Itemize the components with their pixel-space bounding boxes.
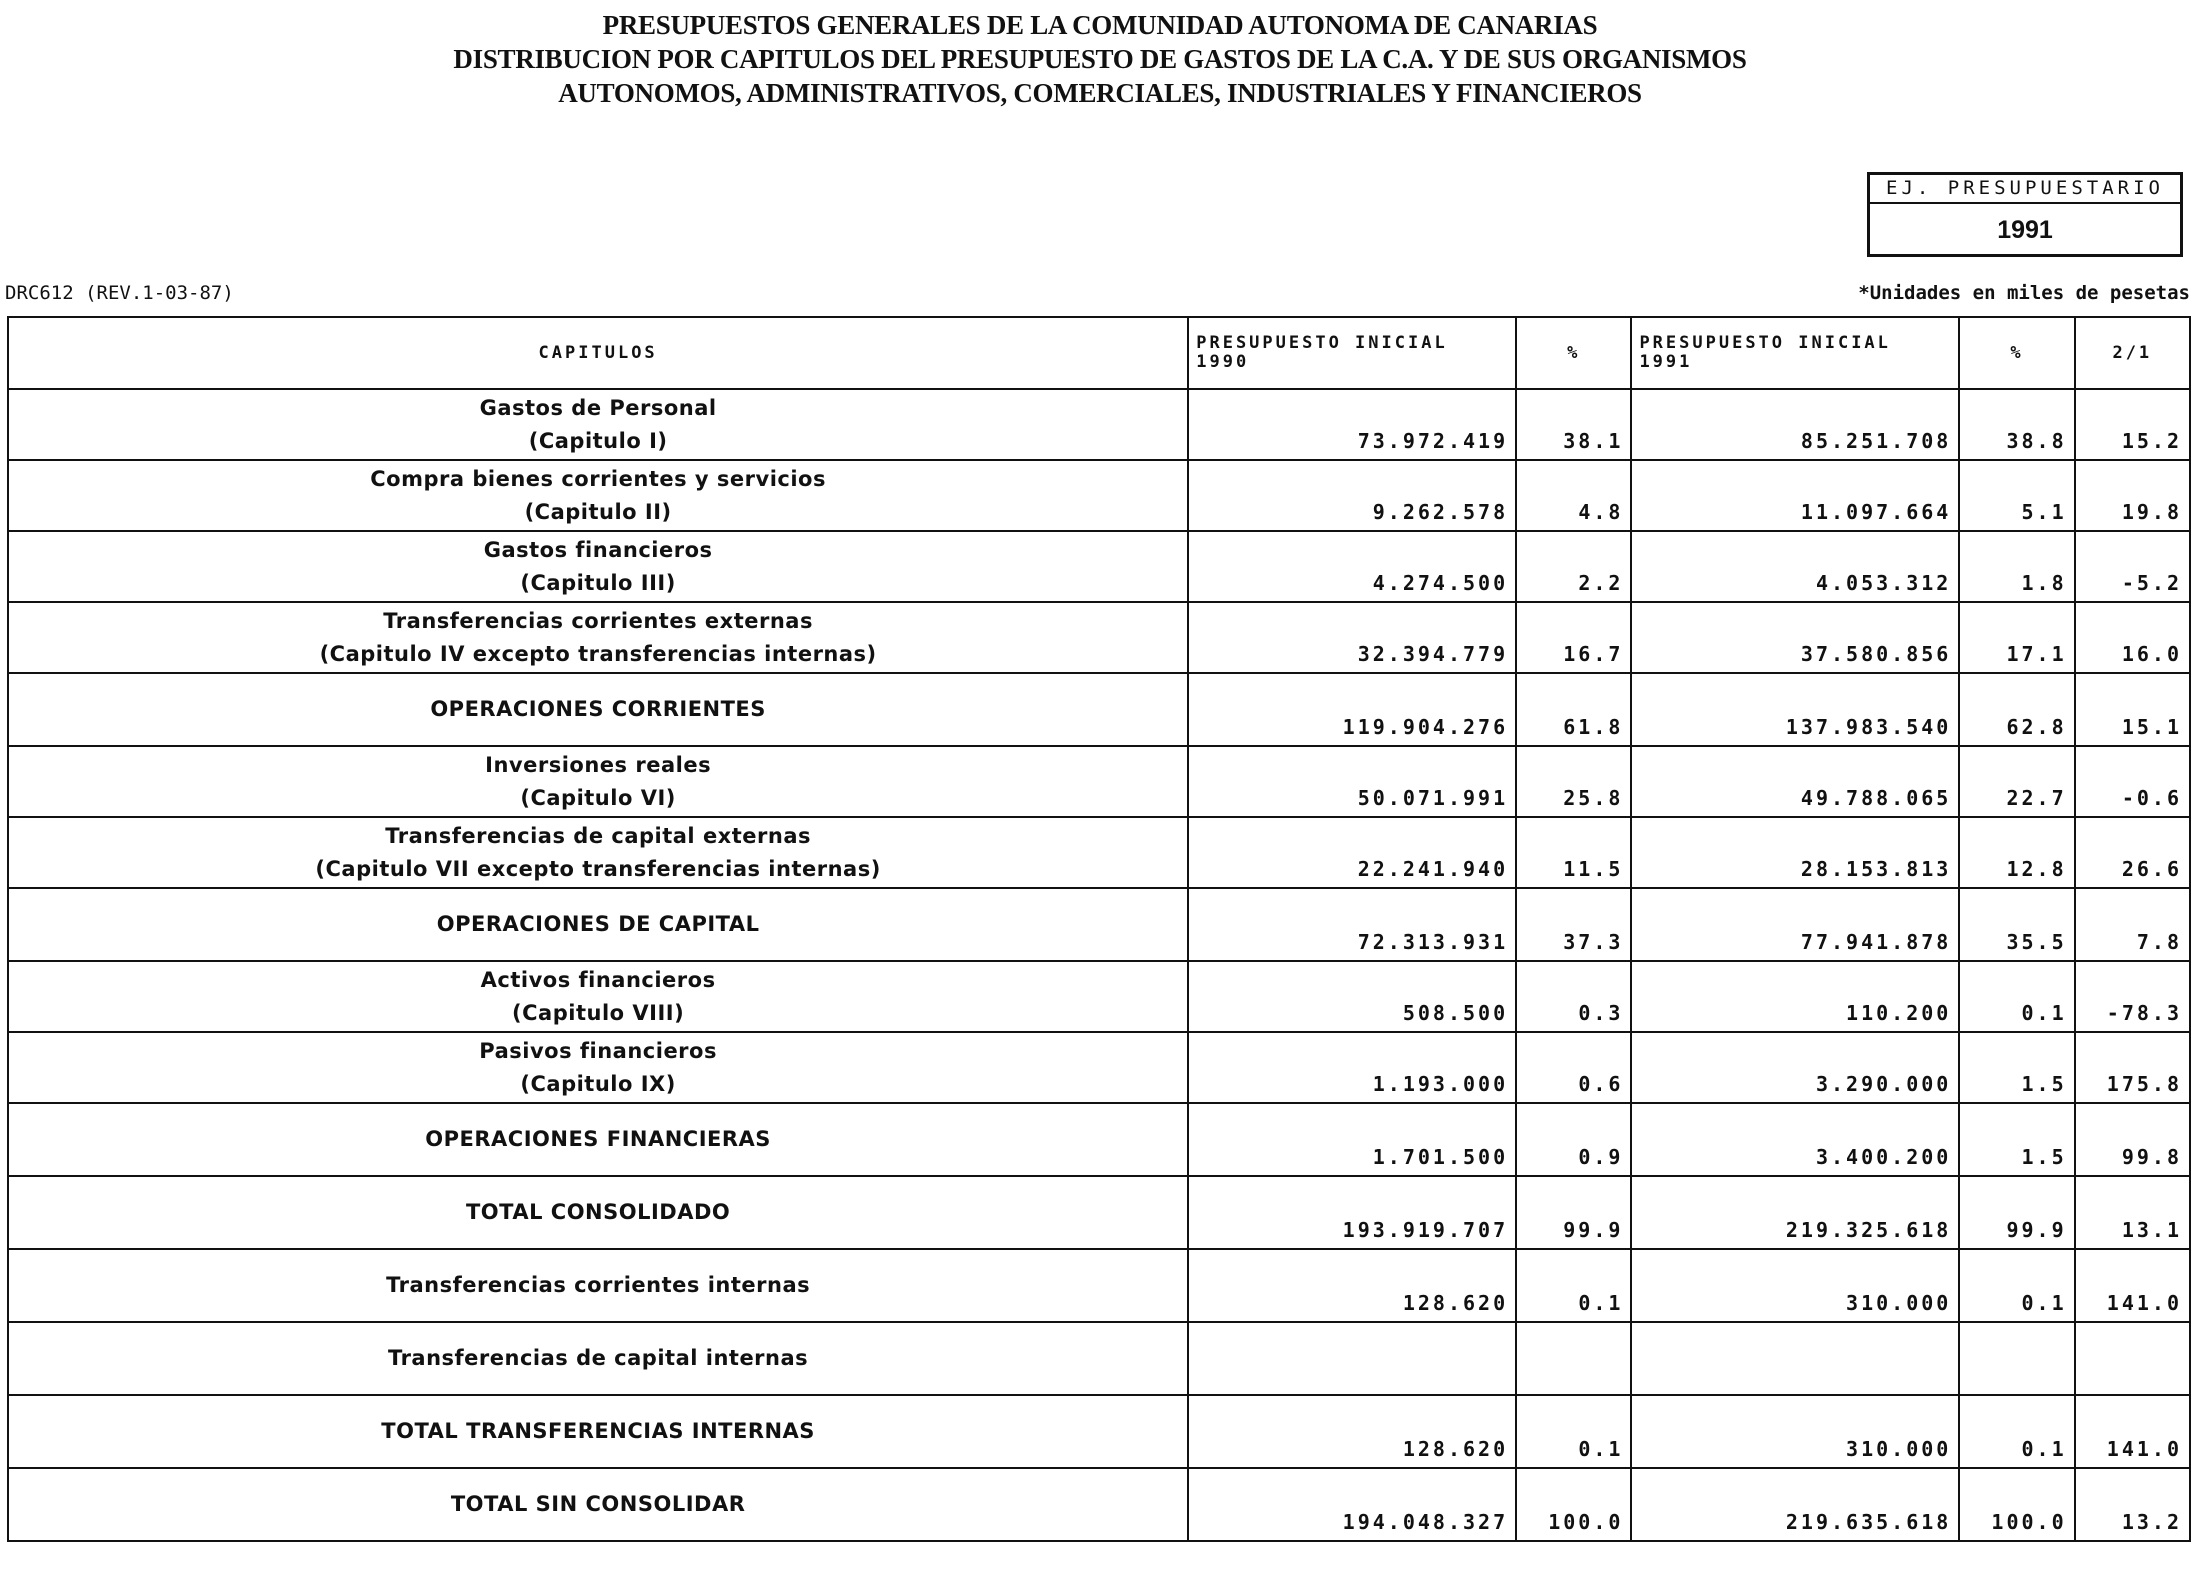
header-capitulos: CAPITULOS — [8, 317, 1188, 389]
cell-pct-1990: 0.6 — [1516, 1032, 1631, 1103]
cell-pct-1990: 0.3 — [1516, 961, 1631, 1032]
cell-ratio: -5.2 — [2075, 531, 2190, 602]
fiscal-year-box — [1867, 172, 2183, 257]
cell-pct-1990: 0.1 — [1516, 1249, 1631, 1322]
cell-budget-1991: 11.097.664 — [1631, 460, 1959, 531]
cell-budget-1990: 1.193.000 — [1188, 1032, 1516, 1103]
capitulo-sublabel: (Capitulo VI) — [520, 785, 676, 810]
cell-budget-1990: 128.620 — [1188, 1249, 1516, 1322]
cell-capitulo — [8, 673, 1188, 746]
form-code: DRC612 (REV.1-03-87) — [5, 282, 234, 304]
cell-budget-1991: 4.053.312 — [1631, 531, 1959, 602]
cell-pct-1990: 0.1 — [1516, 1395, 1631, 1468]
table-row — [8, 673, 2190, 746]
cell-budget-1990: 119.904.276 — [1188, 673, 1516, 746]
cell-budget-1991: 77.941.878 — [1631, 888, 1959, 961]
cell-pct-1990: 99.9 — [1516, 1176, 1631, 1249]
header-budget-1991: PRESUPUESTO INICIAL 1991 — [1631, 317, 1959, 389]
cell-pct-1991: 22.7 — [1959, 746, 2074, 817]
capitulo-sublabel: (Capitulo III) — [520, 570, 676, 595]
cell-pct-1990: 61.8 — [1516, 673, 1631, 746]
cell-pct-1991: 0.1 — [1959, 961, 2074, 1032]
cell-budget-1991: 3.290.000 — [1631, 1032, 1959, 1103]
cell-ratio: 16.0 — [2075, 602, 2190, 673]
cell-budget-1990: 32.394.779 — [1188, 602, 1516, 673]
cell-budget-1990: 50.071.991 — [1188, 746, 1516, 817]
cell-budget-1991 — [1631, 1322, 1959, 1395]
capitulo-label: OPERACIONES DE CAPITAL — [436, 912, 760, 936]
title-line-3: AUTONOMOS, ADMINISTRATIVOS, COMERCIALES, INDUSTRIALES Y FINANCIEROS — [558, 78, 1642, 108]
capitulo-sublabel: (Capitulo IX) — [520, 1071, 676, 1096]
title-line-2: DISTRIBUCION POR CAPITULOS DEL PRESUPUESTO DE GASTOS DE LA C.A. Y DE SUS ORGANISMOS — [453, 44, 1747, 74]
units-note: *Unidades en miles de pesetas — [1858, 282, 2190, 304]
header-row — [8, 317, 2190, 389]
cell-capitulo — [8, 460, 1188, 531]
table-row — [8, 531, 2190, 602]
table-row — [8, 602, 2190, 673]
capitulo-label: Activos financieros — [480, 967, 716, 992]
header-pct-1991: % — [1959, 317, 2074, 389]
capitulo-sublabel: (Capitulo VII excepto transferencias internas) — [315, 856, 881, 881]
cell-budget-1990: 72.313.931 — [1188, 888, 1516, 961]
capitulo-sublabel: (Capitulo II) — [524, 499, 672, 524]
cell-ratio: -0.6 — [2075, 746, 2190, 817]
cell-budget-1990: 1.701.500 — [1188, 1103, 1516, 1176]
table-row — [8, 460, 2190, 531]
cell-pct-1991: 1.5 — [1959, 1032, 2074, 1103]
cell-budget-1991: 37.580.856 — [1631, 602, 1959, 673]
cell-capitulo — [8, 1176, 1188, 1249]
cell-budget-1991: 85.251.708 — [1631, 389, 1959, 460]
cell-capitulo — [8, 888, 1188, 961]
table-row — [8, 1176, 2190, 1249]
cell-capitulo — [8, 1395, 1188, 1468]
cell-pct-1991: 0.1 — [1959, 1395, 2074, 1468]
cell-budget-1991: 28.153.813 — [1631, 817, 1959, 888]
cell-ratio: 13.2 — [2075, 1468, 2190, 1541]
cell-budget-1991: 3.400.200 — [1631, 1103, 1959, 1176]
capitulo-sublabel: (Capitulo I) — [528, 428, 668, 453]
cell-ratio: -78.3 — [2075, 961, 2190, 1032]
cell-budget-1991: 310.000 — [1631, 1395, 1959, 1468]
cell-pct-1991: 62.8 — [1959, 673, 2074, 746]
cell-pct-1990 — [1516, 1322, 1631, 1395]
cell-pct-1991 — [1959, 1322, 2074, 1395]
cell-pct-1991: 12.8 — [1959, 817, 2074, 888]
capitulo-label: TOTAL SIN CONSOLIDAR — [450, 1492, 746, 1516]
cell-pct-1991: 1.8 — [1959, 531, 2074, 602]
capitulo-label: Transferencias de capital externas — [385, 823, 811, 848]
cell-pct-1991: 38.8 — [1959, 389, 2074, 460]
header-pct-1990: % — [1516, 317, 1631, 389]
cell-budget-1990: 508.500 — [1188, 961, 1516, 1032]
cell-budget-1990: 73.972.419 — [1188, 389, 1516, 460]
capitulo-label: TOTAL TRANSFERENCIAS INTERNAS — [381, 1419, 815, 1443]
cell-capitulo — [8, 1249, 1188, 1322]
cell-budget-1990: 193.919.707 — [1188, 1176, 1516, 1249]
cell-pct-1991: 0.1 — [1959, 1249, 2074, 1322]
cell-pct-1990: 37.3 — [1516, 888, 1631, 961]
capitulo-sublabel: (Capitulo IV excepto transferencias internas) — [319, 641, 877, 666]
cell-capitulo — [8, 1103, 1188, 1176]
table-row — [8, 961, 2190, 1032]
cell-capitulo — [8, 1032, 1188, 1103]
capitulo-label: OPERACIONES CORRIENTES — [430, 697, 766, 721]
cell-ratio: 26.6 — [2075, 817, 2190, 888]
table-row — [8, 746, 2190, 817]
capitulo-label: Gastos financieros — [483, 537, 713, 562]
fiscal-year-value: 1991 — [1997, 216, 2053, 244]
capitulo-label: Compra bienes corrientes y servicios — [370, 466, 826, 491]
cell-ratio: 175.8 — [2075, 1032, 2190, 1103]
table-row — [8, 389, 2190, 460]
cell-budget-1990 — [1188, 1322, 1516, 1395]
capitulo-label: Inversiones reales — [485, 752, 712, 777]
cell-pct-1990: 0.9 — [1516, 1103, 1631, 1176]
cell-pct-1991: 17.1 — [1959, 602, 2074, 673]
cell-budget-1990: 9.262.578 — [1188, 460, 1516, 531]
capitulo-label: Transferencias de capital internas — [388, 1346, 809, 1370]
table-row — [8, 1032, 2190, 1103]
capitulo-label: Gastos de Personal — [479, 395, 717, 420]
table-row — [8, 1103, 2190, 1176]
table-row — [8, 1395, 2190, 1468]
capitulo-label: Pasivos financieros — [479, 1038, 717, 1063]
table-row — [8, 1322, 2190, 1395]
cell-pct-1990: 16.7 — [1516, 602, 1631, 673]
cell-pct-1991: 1.5 — [1959, 1103, 2074, 1176]
table-row — [8, 817, 2190, 888]
title-line-1: PRESUPUESTOS GENERALES DE LA COMUNIDAD AUTONOMA DE CANARIAS — [602, 10, 1598, 40]
cell-pct-1990: 100.0 — [1516, 1468, 1631, 1541]
cell-pct-1990: 25.8 — [1516, 746, 1631, 817]
header-ratio: 2/1 — [2075, 317, 2190, 389]
cell-ratio: 99.8 — [2075, 1103, 2190, 1176]
cell-capitulo — [8, 1468, 1188, 1541]
cell-capitulo — [8, 961, 1188, 1032]
cell-budget-1990: 128.620 — [1188, 1395, 1516, 1468]
cell-capitulo — [8, 1322, 1188, 1395]
cell-ratio: 7.8 — [2075, 888, 2190, 961]
cell-pct-1990: 11.5 — [1516, 817, 1631, 888]
cell-ratio: 15.1 — [2075, 673, 2190, 746]
cell-ratio: 13.1 — [2075, 1176, 2190, 1249]
cell-ratio: 141.0 — [2075, 1395, 2190, 1468]
cell-capitulo — [8, 531, 1188, 602]
table-row — [8, 1468, 2190, 1541]
cell-pct-1990: 38.1 — [1516, 389, 1631, 460]
cell-ratio: 141.0 — [2075, 1249, 2190, 1322]
cell-budget-1991: 219.635.618 — [1631, 1468, 1959, 1541]
cell-capitulo — [8, 389, 1188, 460]
document-title — [0, 8, 2200, 110]
cell-ratio: 19.8 — [2075, 460, 2190, 531]
cell-budget-1991: 219.325.618 — [1631, 1176, 1959, 1249]
capitulo-label: Transferencias corrientes internas — [386, 1273, 811, 1297]
cell-pct-1990: 2.2 — [1516, 531, 1631, 602]
cell-capitulo — [8, 817, 1188, 888]
cell-budget-1990: 4.274.500 — [1188, 531, 1516, 602]
fiscal-year-label: EJ. PRESUPUESTARIO — [1870, 175, 2180, 204]
capitulo-label: OPERACIONES FINANCIERAS — [425, 1127, 771, 1151]
cell-ratio: 15.2 — [2075, 389, 2190, 460]
cell-budget-1991: 110.200 — [1631, 961, 1959, 1032]
cell-budget-1991: 49.788.065 — [1631, 746, 1959, 817]
cell-budget-1990: 194.048.327 — [1188, 1468, 1516, 1541]
cell-pct-1991: 5.1 — [1959, 460, 2074, 531]
budget-body — [8, 389, 2190, 1541]
cell-pct-1991: 100.0 — [1959, 1468, 2074, 1541]
cell-budget-1991: 310.000 — [1631, 1249, 1959, 1322]
cell-pct-1991: 99.9 — [1959, 1176, 2074, 1249]
capitulo-sublabel: (Capitulo VIII) — [512, 1000, 685, 1025]
cell-pct-1991: 35.5 — [1959, 888, 2074, 961]
cell-capitulo — [8, 602, 1188, 673]
capitulo-label: Transferencias corrientes externas — [383, 608, 813, 633]
table-row — [8, 1249, 2190, 1322]
cell-budget-1990: 22.241.940 — [1188, 817, 1516, 888]
capitulo-label: TOTAL CONSOLIDADO — [465, 1200, 731, 1224]
cell-capitulo — [8, 746, 1188, 817]
cell-ratio — [2075, 1322, 2190, 1395]
cell-budget-1991: 137.983.540 — [1631, 673, 1959, 746]
cell-pct-1990: 4.8 — [1516, 460, 1631, 531]
budget-table — [7, 316, 2191, 1542]
table-row — [8, 888, 2190, 961]
header-budget-1990: PRESUPUESTO INICIAL 1990 — [1188, 317, 1516, 389]
